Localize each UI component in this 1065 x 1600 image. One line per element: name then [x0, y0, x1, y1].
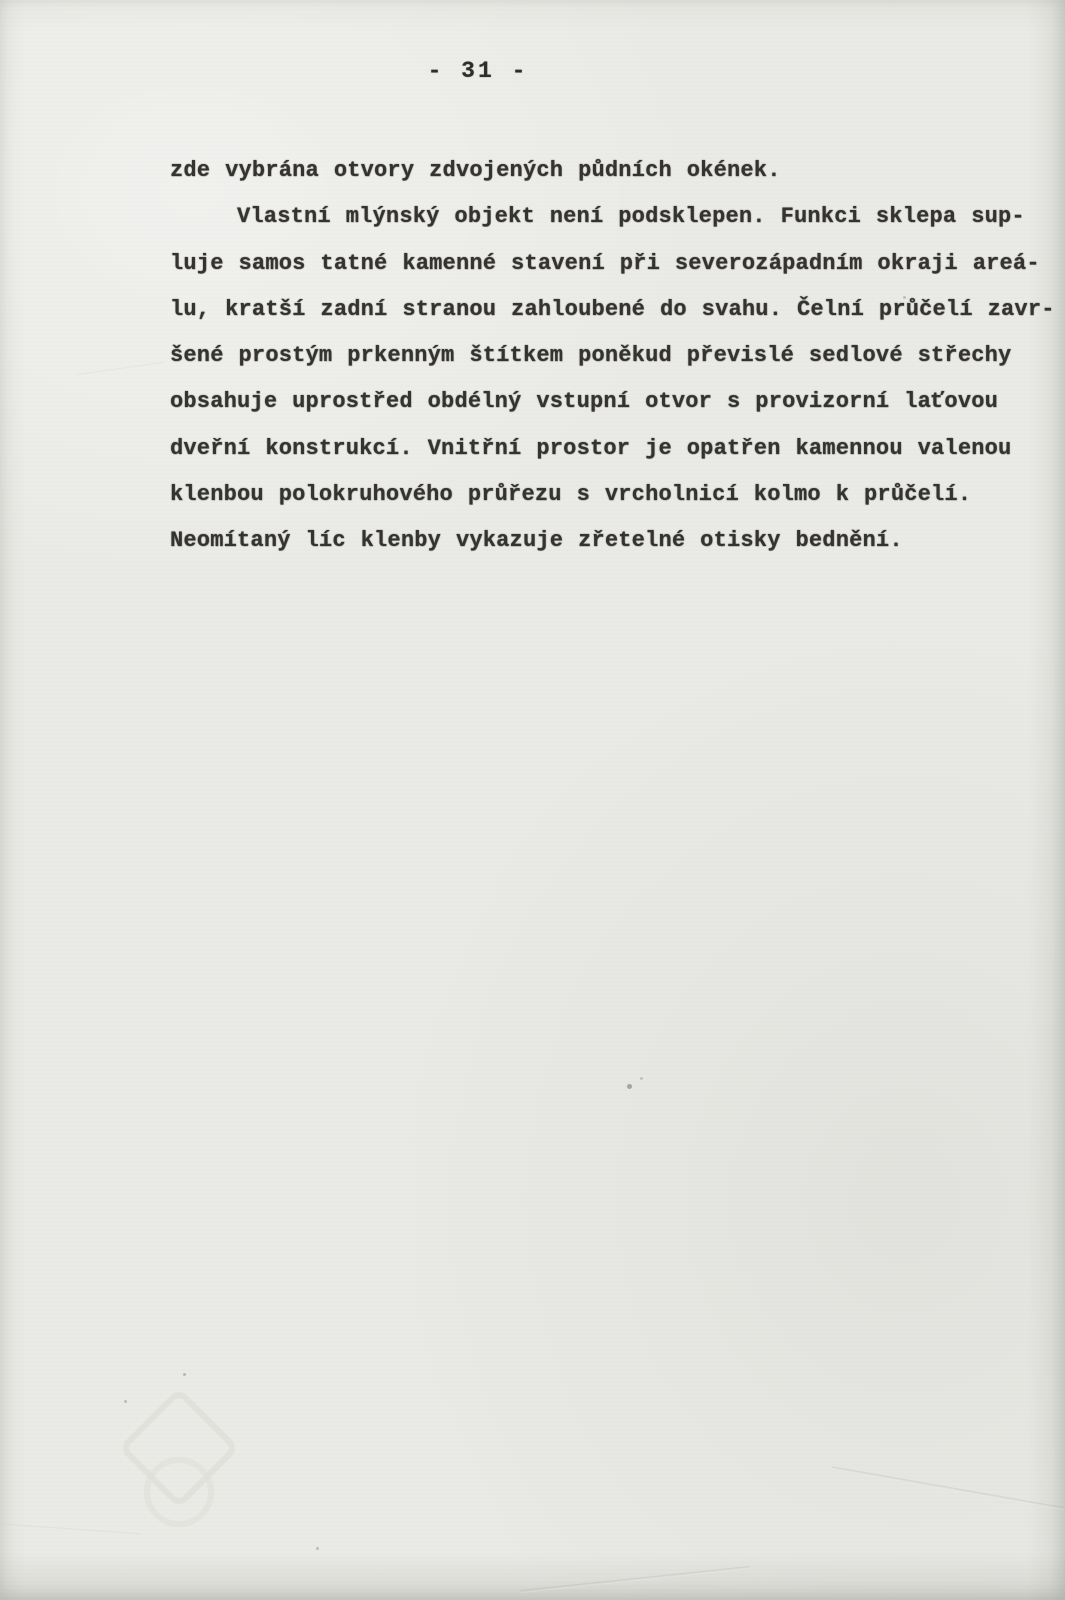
dust-speck: [316, 1547, 319, 1550]
dust-speck: [183, 1373, 186, 1376]
text-line: zde vybrána otvory zdvojených půdních okének.: [170, 158, 781, 183]
text-line: Vlastní mlýnský objekt není podsklepen. Funkci sklepa sup-: [237, 204, 1025, 230]
text-line: luje samos tatné kamenné stavení při severozápadním okraji areá-: [170, 250, 1040, 276]
paper-crease: [520, 1566, 749, 1593]
paper-crease: [832, 1466, 1065, 1512]
watermark-circle-shape: [144, 1457, 214, 1527]
text-line: klenbou polokruhového průřezu s vrcholnicí kolmo k průčelí.: [170, 482, 972, 508]
dust-speck: [627, 1084, 632, 1089]
page-number: - 31 -: [427, 58, 529, 84]
text-line: lu, kratší zadní stranou zahloubené do svahu. Čelní průčelí zavr-: [170, 296, 1055, 322]
body-text: [170, 148, 1055, 565]
dust-speck: [124, 1400, 127, 1403]
paper-crease: [75, 362, 164, 377]
dust-speck: [640, 1077, 643, 1080]
dust-speck: [903, 296, 906, 299]
paper-watermark: [118, 1395, 228, 1535]
text-line: Neomítaný líc klenby vykazuje zřetelné otisky bednění.: [170, 528, 903, 554]
text-line: obsahuje uprostřed obdélný vstupní otvor s provizorní laťovou: [170, 389, 999, 415]
text-line: šené prostým prkenným štítkem poněkud převislé sedlové střechy: [170, 343, 1012, 369]
text-line: dveřní konstrukcí. Vnitřní prostor je opatřen kamennou valenou: [170, 435, 1012, 461]
